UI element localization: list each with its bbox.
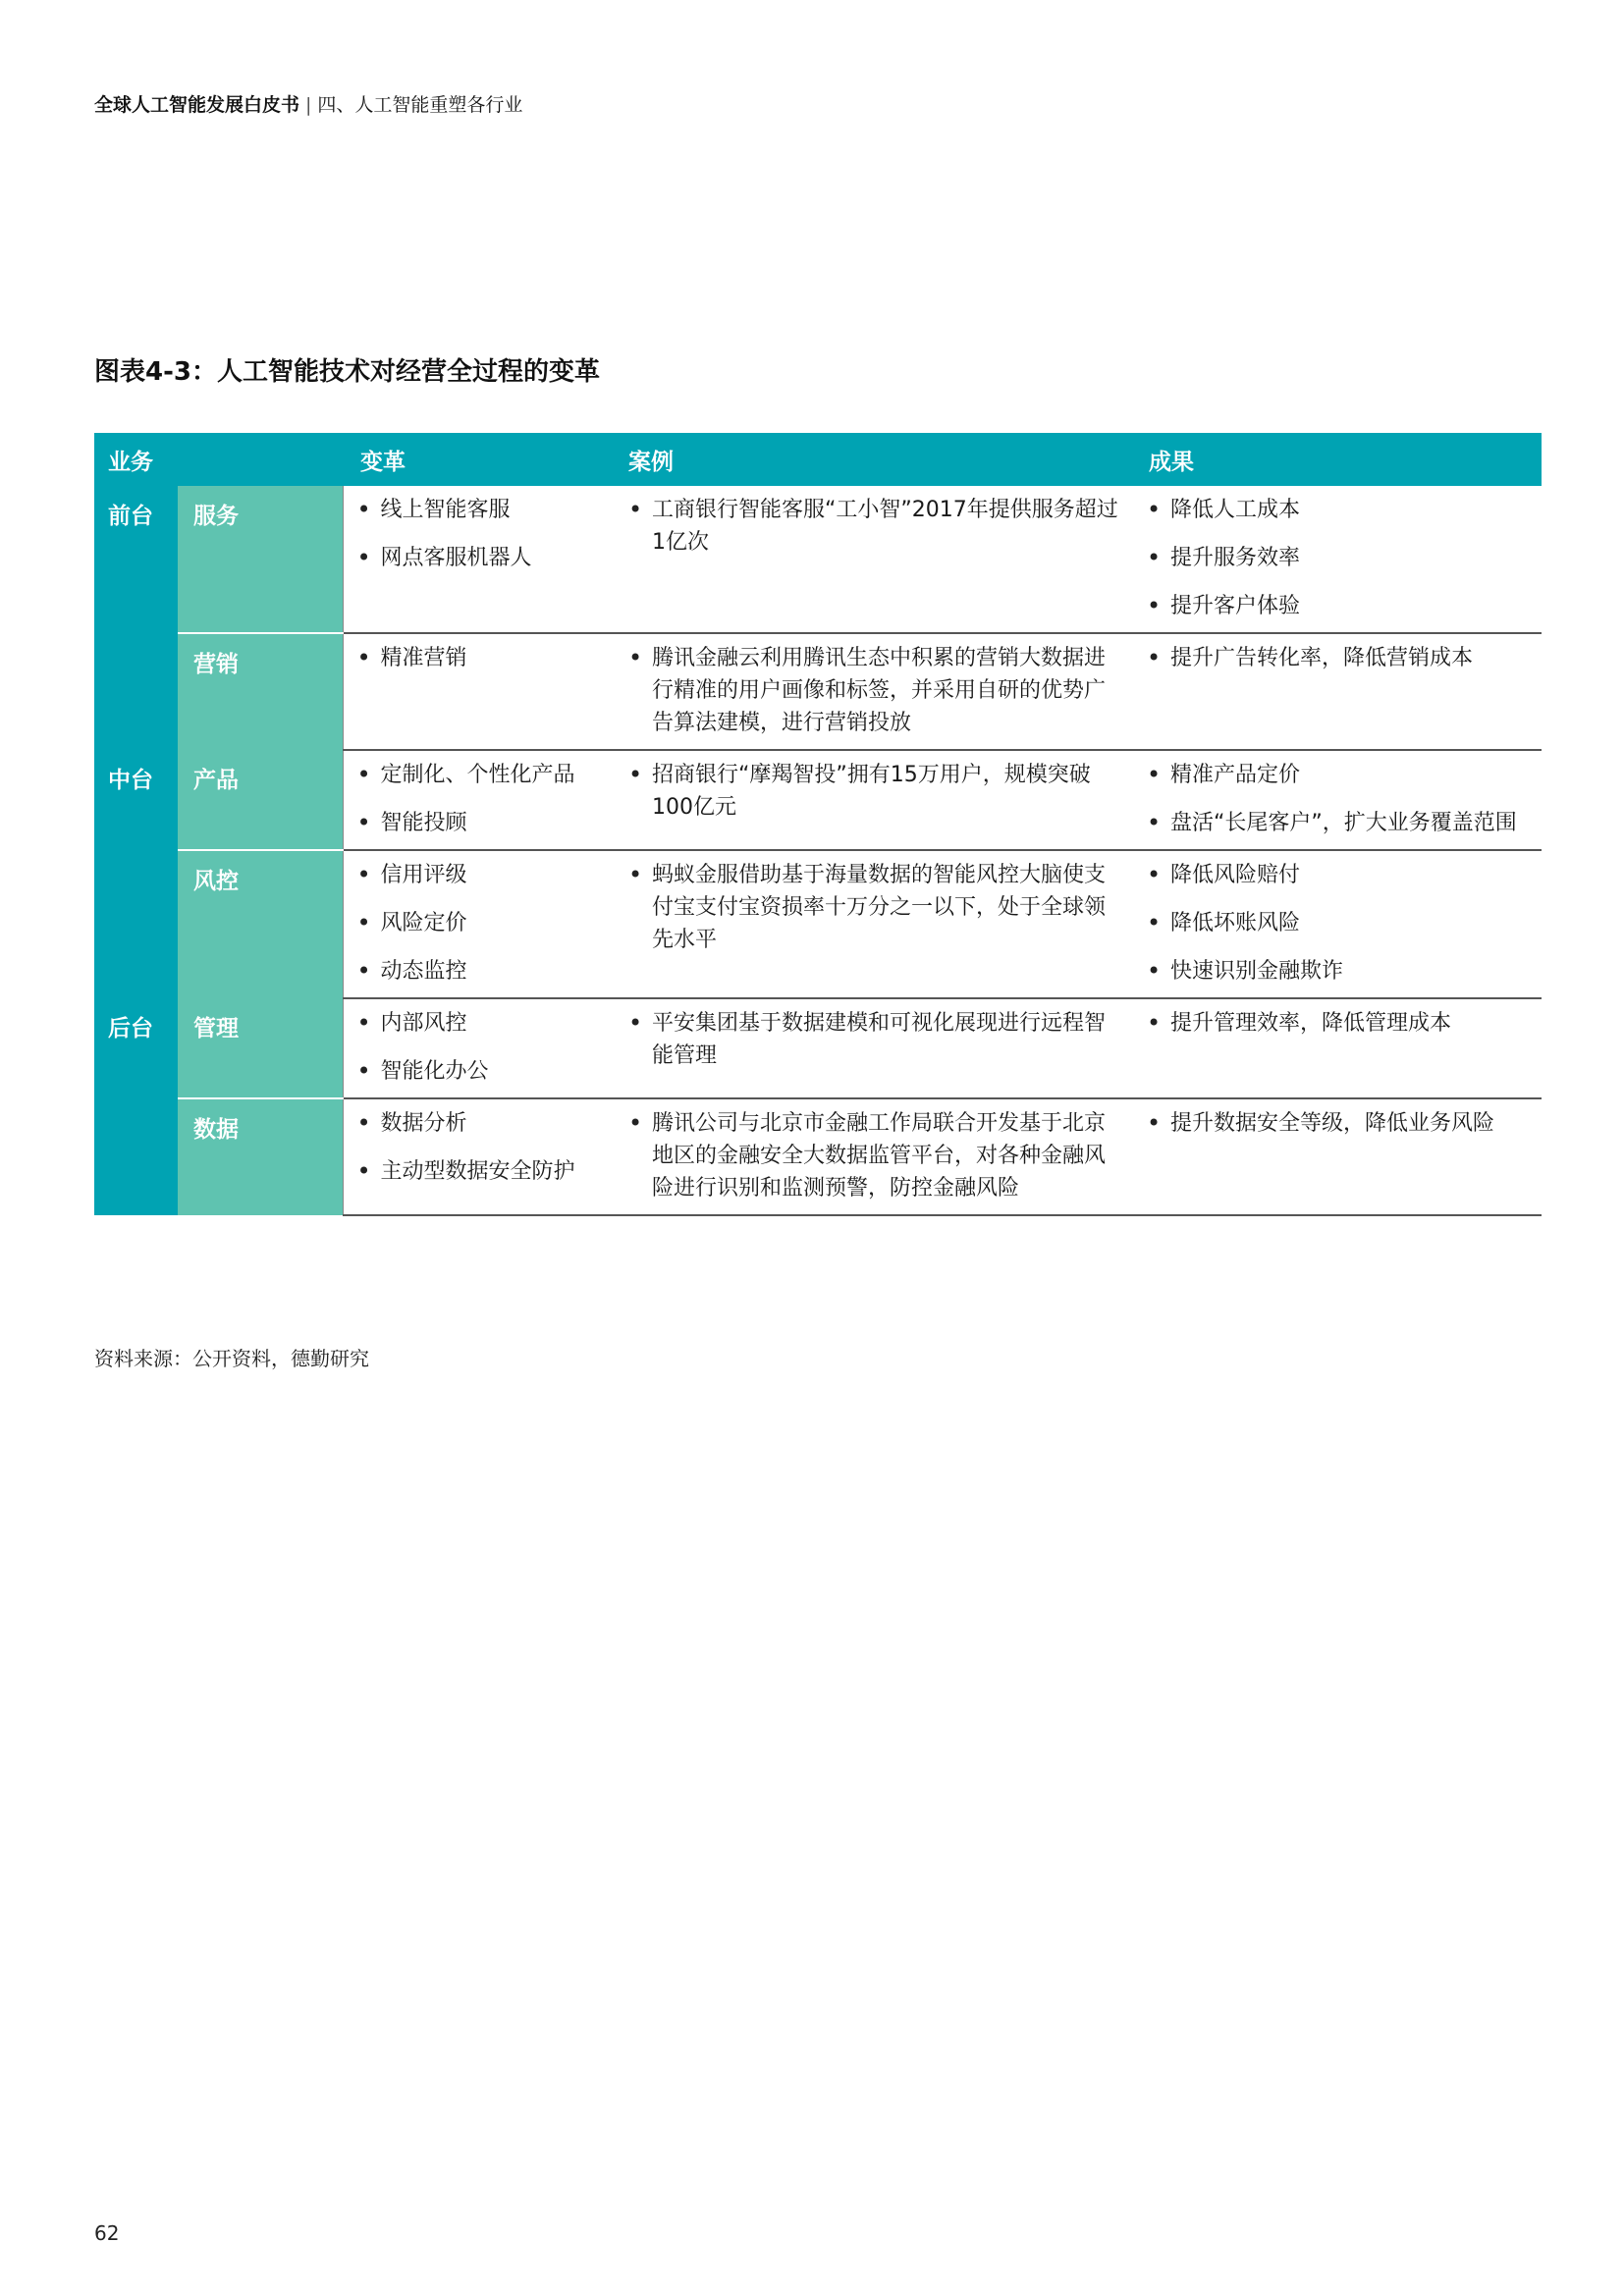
- list-item: • 腾讯金融云利用腾讯生态中积累的营销大数据进行精准的用户画像和标签，并采用自研的优势广告算法建模，进行营销投放: [628, 642, 1123, 739]
- list-item: • 风险定价: [357, 907, 612, 939]
- bullet-list: [1147, 494, 1530, 622]
- header-business: 业务: [94, 433, 343, 486]
- list-item: • 盘活“长尾客户”，扩大业务覆盖范围: [1147, 807, 1530, 839]
- case-cell: [617, 1098, 1135, 1215]
- table-row: [94, 850, 1542, 998]
- list-item: • 精准产品定价: [1147, 759, 1530, 791]
- bullet-list: [628, 494, 1123, 559]
- list-item: • 平安集团基于数据建模和可视化展现进行远程智能管理: [628, 1007, 1123, 1072]
- source-note: 资料来源：公开资料，德勤研究: [94, 1347, 369, 1370]
- case-cell: [617, 633, 1135, 750]
- list-item: • 降低人工成本: [1147, 494, 1530, 526]
- list-item: • 数据分析: [357, 1107, 612, 1140]
- list-item: • 主动型数据安全防护: [357, 1155, 612, 1188]
- table-row: [94, 1098, 1542, 1215]
- table-header-row: [94, 433, 1542, 486]
- list-item: • 精准营销: [357, 642, 612, 674]
- list-item: • 定制化、个性化产品: [357, 759, 612, 791]
- header-result: 成果: [1135, 433, 1542, 486]
- bullet-list: [1147, 1107, 1530, 1140]
- bullet-list: [628, 642, 1123, 739]
- change-cell: [343, 633, 617, 750]
- running-header: [94, 90, 522, 117]
- result-cell: [1135, 1098, 1542, 1215]
- list-item: • 工商银行智能客服“工小智”2017年提供服务超过1亿次: [628, 494, 1123, 559]
- header-case: 案例: [617, 433, 1135, 486]
- result-cell: [1135, 998, 1542, 1098]
- stage-cell: 前台: [94, 486, 178, 750]
- stage-cell: 中台: [94, 750, 178, 998]
- case-cell: [617, 850, 1135, 998]
- list-item: • 腾讯公司与北京市金融工作局联合开发基于北京地区的金融安全大数据监管平台，对各种金融风险进行识别和监测预警，防控金融风险: [628, 1107, 1123, 1204]
- bullet-list: [357, 859, 612, 988]
- bullet-list: [357, 1107, 612, 1188]
- figure-title: 图表4-3：人工智能技术对经营全过程的变革: [94, 357, 600, 387]
- bullet-list: [1147, 642, 1530, 674]
- sub-business-cell: 服务: [178, 486, 343, 633]
- list-item: • 提升广告转化率，降低营销成本: [1147, 642, 1530, 674]
- sub-business-cell: 风控: [178, 850, 343, 998]
- bullet-list: [628, 859, 1123, 956]
- chapter-title: 四、人工智能重塑各行业: [317, 94, 523, 116]
- result-cell: [1135, 850, 1542, 998]
- stage-cell: 后台: [94, 998, 178, 1215]
- bullet-list: [1147, 1007, 1530, 1040]
- bullet-list: [357, 1007, 612, 1088]
- list-item: • 降低坏账风险: [1147, 907, 1530, 939]
- result-cell: [1135, 750, 1542, 850]
- bullet-list: [1147, 859, 1530, 988]
- table-row: [94, 998, 1542, 1098]
- case-cell: [617, 998, 1135, 1098]
- list-item: • 智能化办公: [357, 1055, 612, 1088]
- list-item: • 网点客服机器人: [357, 542, 612, 574]
- list-item: • 线上智能客服: [357, 494, 612, 526]
- doc-title: 全球人工智能发展白皮书: [94, 94, 300, 116]
- table-row: [94, 633, 1542, 750]
- change-cell: [343, 1098, 617, 1215]
- list-item: • 招商银行“摩羯智投”拥有15万用户，规模突破100亿元: [628, 759, 1123, 824]
- list-item: • 蚂蚁金服借助基于海量数据的智能风控大脑使支付宝支付宝资损率十万分之一以下，处于全球领先水平: [628, 859, 1123, 956]
- list-item: • 智能投顾: [357, 807, 612, 839]
- table-row: [94, 486, 1542, 633]
- bullet-list: [628, 1007, 1123, 1072]
- transformation-table: [94, 433, 1542, 1216]
- list-item: • 内部风控: [357, 1007, 612, 1040]
- case-cell: [617, 750, 1135, 850]
- sub-business-cell: 数据: [178, 1098, 343, 1215]
- bullet-list: [357, 759, 612, 839]
- list-item: • 降低风险赔付: [1147, 859, 1530, 891]
- change-cell: [343, 998, 617, 1098]
- sub-business-cell: 营销: [178, 633, 343, 750]
- result-cell: [1135, 486, 1542, 633]
- bullet-list: [628, 759, 1123, 824]
- page-number: 62: [94, 2221, 120, 2245]
- bullet-list: [357, 494, 612, 574]
- list-item: • 快速识别金融欺诈: [1147, 955, 1530, 988]
- list-item: • 提升数据安全等级，降低业务风险: [1147, 1107, 1530, 1140]
- header-separator: |: [305, 94, 312, 116]
- list-item: • 提升客户体验: [1147, 590, 1530, 622]
- header-change: 变革: [343, 433, 617, 486]
- bullet-list: [1147, 759, 1530, 839]
- case-cell: [617, 486, 1135, 633]
- change-cell: [343, 750, 617, 850]
- bullet-list: [357, 642, 612, 674]
- table-row: [94, 750, 1542, 850]
- list-item: • 动态监控: [357, 955, 612, 988]
- list-item: • 信用评级: [357, 859, 612, 891]
- result-cell: [1135, 633, 1542, 750]
- list-item: • 提升管理效率，降低管理成本: [1147, 1007, 1530, 1040]
- change-cell: [343, 486, 617, 633]
- bullet-list: [628, 1107, 1123, 1204]
- sub-business-cell: 产品: [178, 750, 343, 850]
- sub-business-cell: 管理: [178, 998, 343, 1098]
- change-cell: [343, 850, 617, 998]
- list-item: • 提升服务效率: [1147, 542, 1530, 574]
